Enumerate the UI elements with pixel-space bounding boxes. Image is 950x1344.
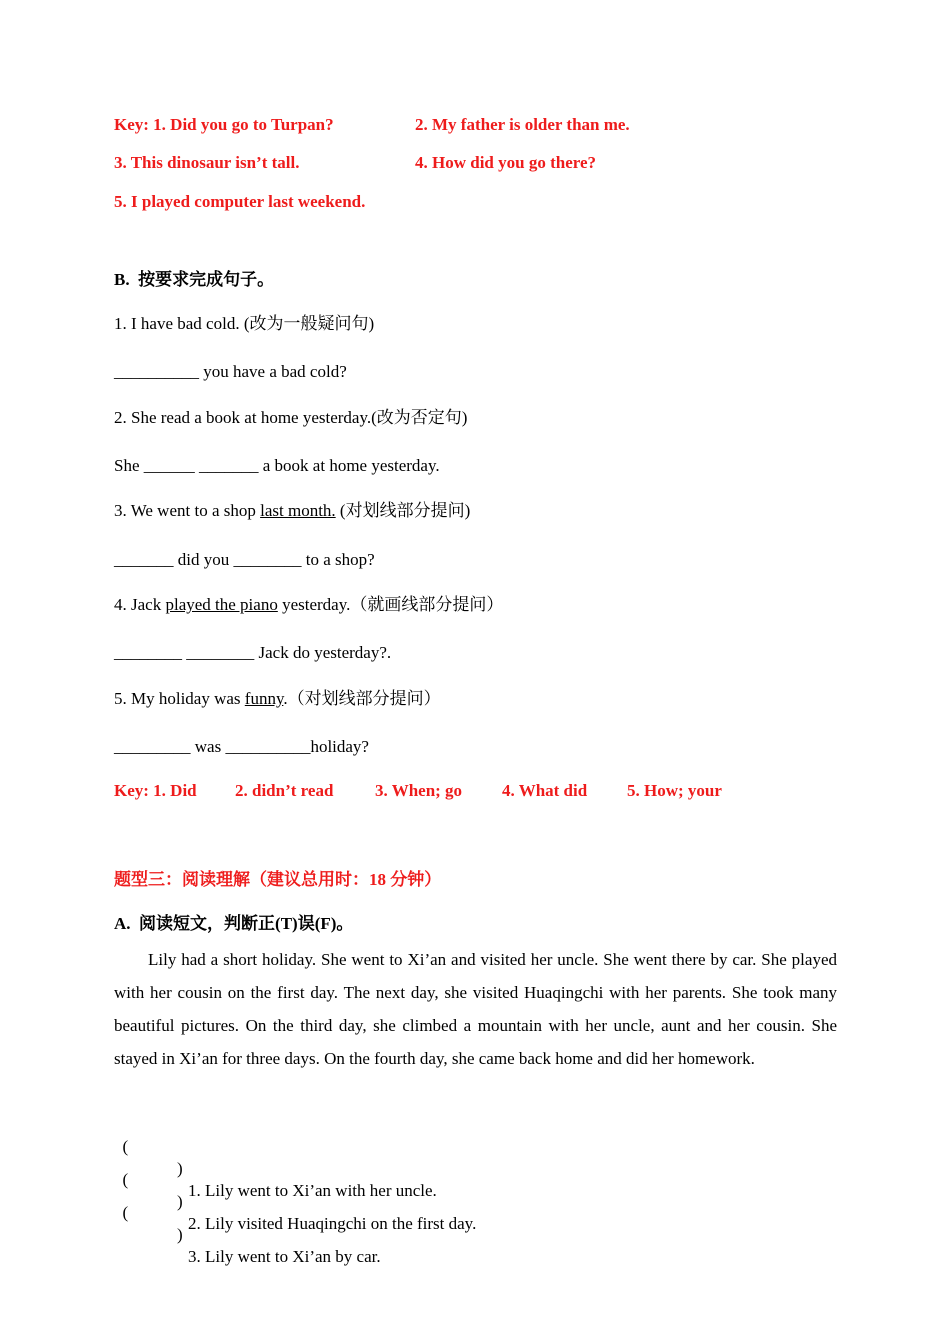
key-a-1: Key: 1. Did you go to Turpan? bbox=[114, 115, 334, 134]
tf-question-2-text: 2. Lily visited Huaqingchi on the first day. bbox=[188, 1214, 477, 1233]
answer-line-1: __________ you have a bad cold? bbox=[114, 362, 347, 381]
question-1 bbox=[114, 313, 374, 335]
tf-question-3-text: 3. Lily went to Xi’an by car. bbox=[188, 1247, 381, 1266]
question-3-instruction: (对划线部分提问) bbox=[335, 501, 471, 520]
section-b-heading: B. 按要求完成句子。 bbox=[114, 270, 275, 289]
reading-passage bbox=[114, 943, 837, 1075]
tf-question-1-text: 1. Lily went to Xi’an with her uncle. bbox=[188, 1181, 437, 1200]
tf-question-2-close-paren: ) bbox=[177, 1192, 183, 1211]
key-b-2: 2. didn’t read bbox=[235, 781, 334, 800]
section-3-heading: 题型三：阅读理解（建议总用时：18 分钟） bbox=[114, 870, 442, 889]
question-5-text: 5. My holiday was bbox=[114, 689, 245, 708]
question-5-underlined: funny bbox=[244, 689, 284, 708]
question-3-text: 3. We went to a shop bbox=[114, 501, 261, 520]
question-2 bbox=[114, 407, 467, 429]
answer-line-3: _______ did you ________ to a shop? bbox=[114, 550, 375, 569]
key-a-4: 4. How did you go there? bbox=[415, 153, 597, 172]
question-2-text: 2. She read a book at home yesterday. bbox=[114, 408, 372, 427]
key-b-3: 3. When; go bbox=[375, 781, 463, 800]
question-2-instruction: (改为否定句) bbox=[371, 408, 468, 427]
tf-question-1-open-paren: ( bbox=[122, 1137, 129, 1156]
key-a-3: 3. This dinosaur isn’t tall. bbox=[114, 153, 300, 172]
question-1-text: 1. I have bad cold. bbox=[114, 314, 244, 333]
question-5-instruction: .（对划线部分提问） bbox=[283, 689, 441, 708]
question-4-underlined: played the piano bbox=[165, 595, 278, 614]
tf-question-1-close-paren: ) bbox=[177, 1159, 183, 1178]
question-4-text: 4. Jack bbox=[114, 595, 166, 614]
question-3-underlined: last month. bbox=[260, 501, 336, 520]
question-4-instruction: yesterday.（就画线部分提问） bbox=[277, 595, 504, 614]
question-1-instruction: (改为一般疑问句) bbox=[243, 314, 375, 333]
key-b-1: Key: 1. Did bbox=[114, 781, 197, 800]
section-3-subheading: A. 阅读短文，判断正(T)误(F)。 bbox=[114, 914, 354, 933]
answer-line-5: _________ was __________holiday? bbox=[114, 737, 369, 756]
reading-passage-text: Lily had a short holiday. She went to Xi’an and visited her uncle. She went there by car. She played with her cousin on the first day. The next day, she visited Huaqingchi with her parents. She took many beautiful pictures. On the third day, she climbed a mountain with her uncle, aunt and her cousin. She stayed in Xi’an for three days. On the fourth day, she came back home and did her homework. bbox=[114, 950, 837, 1068]
tf-question-3-open-paren: ( bbox=[122, 1203, 129, 1222]
answer-line-2: She ______ _______ a book at home yesterday. bbox=[114, 456, 440, 475]
tf-question-3-close-paren: ) bbox=[177, 1225, 183, 1244]
question-4 bbox=[114, 594, 503, 616]
key-b-5: 5. How; your bbox=[627, 781, 722, 800]
answer-line-4: ________ ________ Jack do yesterday?. bbox=[114, 643, 392, 662]
question-3 bbox=[114, 500, 470, 522]
question-5 bbox=[114, 688, 441, 710]
tf-question-2-open-paren: ( bbox=[122, 1170, 129, 1189]
key-b-4: 4. What did bbox=[502, 781, 588, 800]
key-a-2: 2. My father is older than me. bbox=[415, 115, 630, 134]
key-a-5: 5. I played computer last weekend. bbox=[114, 192, 366, 211]
